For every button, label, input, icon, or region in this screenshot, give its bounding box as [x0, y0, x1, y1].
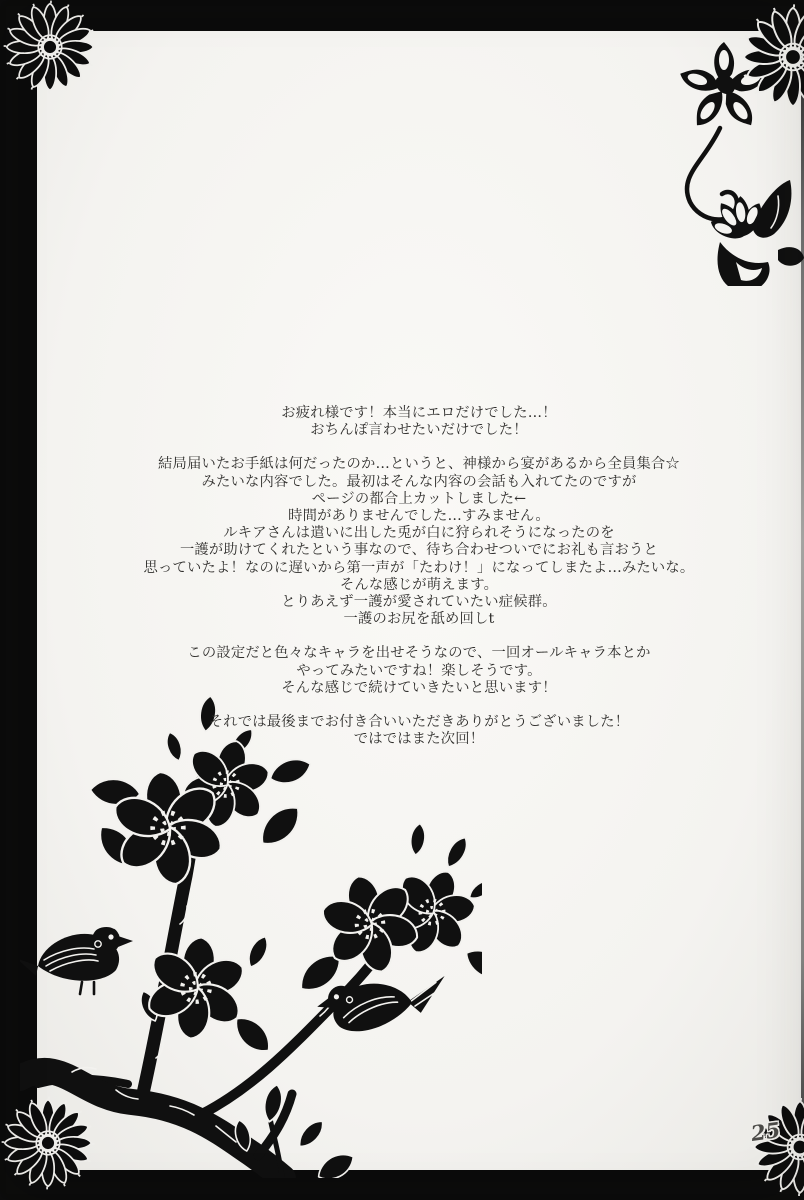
afterword-line: 一護が助けてくれたという事なので、待ち合わせついでにお礼も言おうと: [179, 542, 659, 559]
afterword-line: おちんぽ言わせたいだけでした！: [310, 422, 528, 439]
chrysanthemum-crest-icon: [0, 1091, 100, 1195]
afterword-line: そんな感じが萌えます。: [339, 576, 499, 593]
page-number: 25: [749, 1117, 782, 1146]
afterword-line: みたいな内容でした。最初はそんな内容の会話も入れてたのですが: [201, 473, 637, 490]
vine-stem: [687, 128, 737, 219]
afterword-line: 結局届いたお手紙は何だったのか…というと、神様から宴があるから全員集合☆: [158, 456, 680, 473]
flower-cluster-right: [293, 823, 482, 999]
afterword-line: ではではまた次回！: [353, 731, 485, 748]
afterword-line: 思っていたよ！なのに遅いから第一声が「たわけ！」になってしまたよ…みたいな。: [143, 559, 695, 576]
afterword-line: とりあえず一護が愛されていたい症候群。: [281, 594, 557, 611]
afterword-paragraph: [37, 405, 801, 439]
afterword-paragraph: [37, 714, 801, 748]
afterword-paragraph: [37, 645, 801, 697]
chrysanthemum-crest-icon: [745, 1092, 804, 1200]
frame-border-top: [0, 0, 804, 31]
afterword-line: ルキアさんは遣いに出した兎が白に狩られそうになったのを: [223, 525, 615, 542]
afterword-line: お疲れ様です！本当にエロだけでした…！: [281, 405, 557, 421]
afterword-line: ページの都合上カットしました←: [311, 490, 527, 507]
afterword-line: そんな感じで続けていきたいと思います！: [281, 679, 557, 696]
chrysanthemum-crest-icon: [734, 0, 804, 116]
bird-left: [20, 926, 133, 994]
afterword-paragraph: [37, 456, 801, 628]
afterword-line: それでは最後までお付き合いいただきありがとうございました！: [208, 714, 630, 731]
afterword-line: 時間がありませんでした…すみません。: [288, 508, 550, 525]
afterword-line: 一護のお尻を舐め回しt: [343, 611, 495, 628]
afterword-text: [37, 405, 801, 765]
afterword-line: この設定だと色々なキャラを出せそうなので、一回オールキャラ本とか: [187, 645, 651, 662]
chrysanthemum-crest-icon: [0, 0, 102, 99]
afterword-line: やってみたいですね！楽しそうです。: [296, 662, 542, 679]
